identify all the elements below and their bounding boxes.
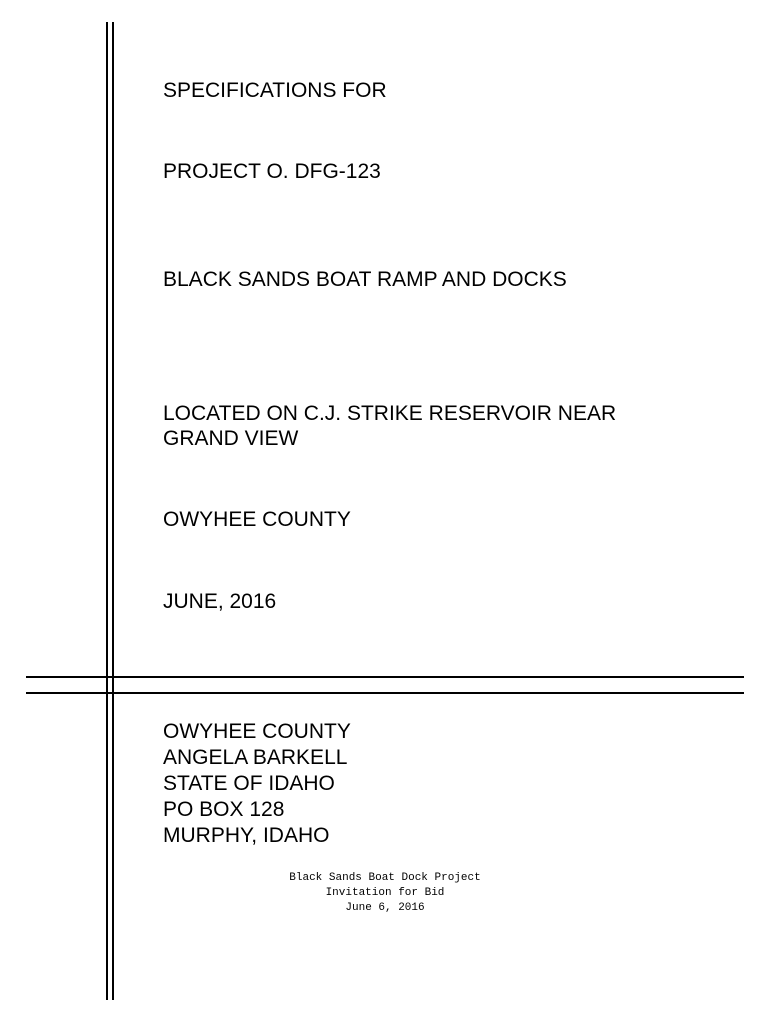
footer-document-type: Invitation for Bid [325,887,445,899]
county-name: OWYHEE COUNTY [163,508,351,531]
owner-line-city: MURPHY, IDAHO [163,824,330,847]
footer-date: June 6, 2016 [345,902,425,914]
owner-line-contact: ANGELA BARKELL [163,746,348,769]
document-footer [235,871,535,916]
project-name: BLACK SANDS BOAT RAMP AND DOCKS [163,268,567,291]
project-date: JUNE, 2016 [163,590,277,613]
border-horizontal-line-upper [26,676,744,678]
owner-line-state: STATE OF IDAHO [163,772,335,795]
border-vertical-line-outer [106,22,108,1000]
border-vertical-line-inner [112,22,114,1000]
location-line-2: GRAND VIEW [163,427,299,450]
border-horizontal-line-lower [26,692,744,694]
owner-line-po-box: PO BOX 128 [163,798,285,821]
project-number: PROJECT O. DFG-123 [163,160,381,183]
owner-line-county: OWYHEE COUNTY [163,720,351,743]
location-line-1: LOCATED ON C.J. STRIKE RESERVOIR NEAR [163,402,617,425]
spec-heading: SPECIFICATIONS FOR [163,79,387,102]
owner-address-block [163,719,351,849]
footer-project-title: Black Sands Boat Dock Project [289,872,481,884]
